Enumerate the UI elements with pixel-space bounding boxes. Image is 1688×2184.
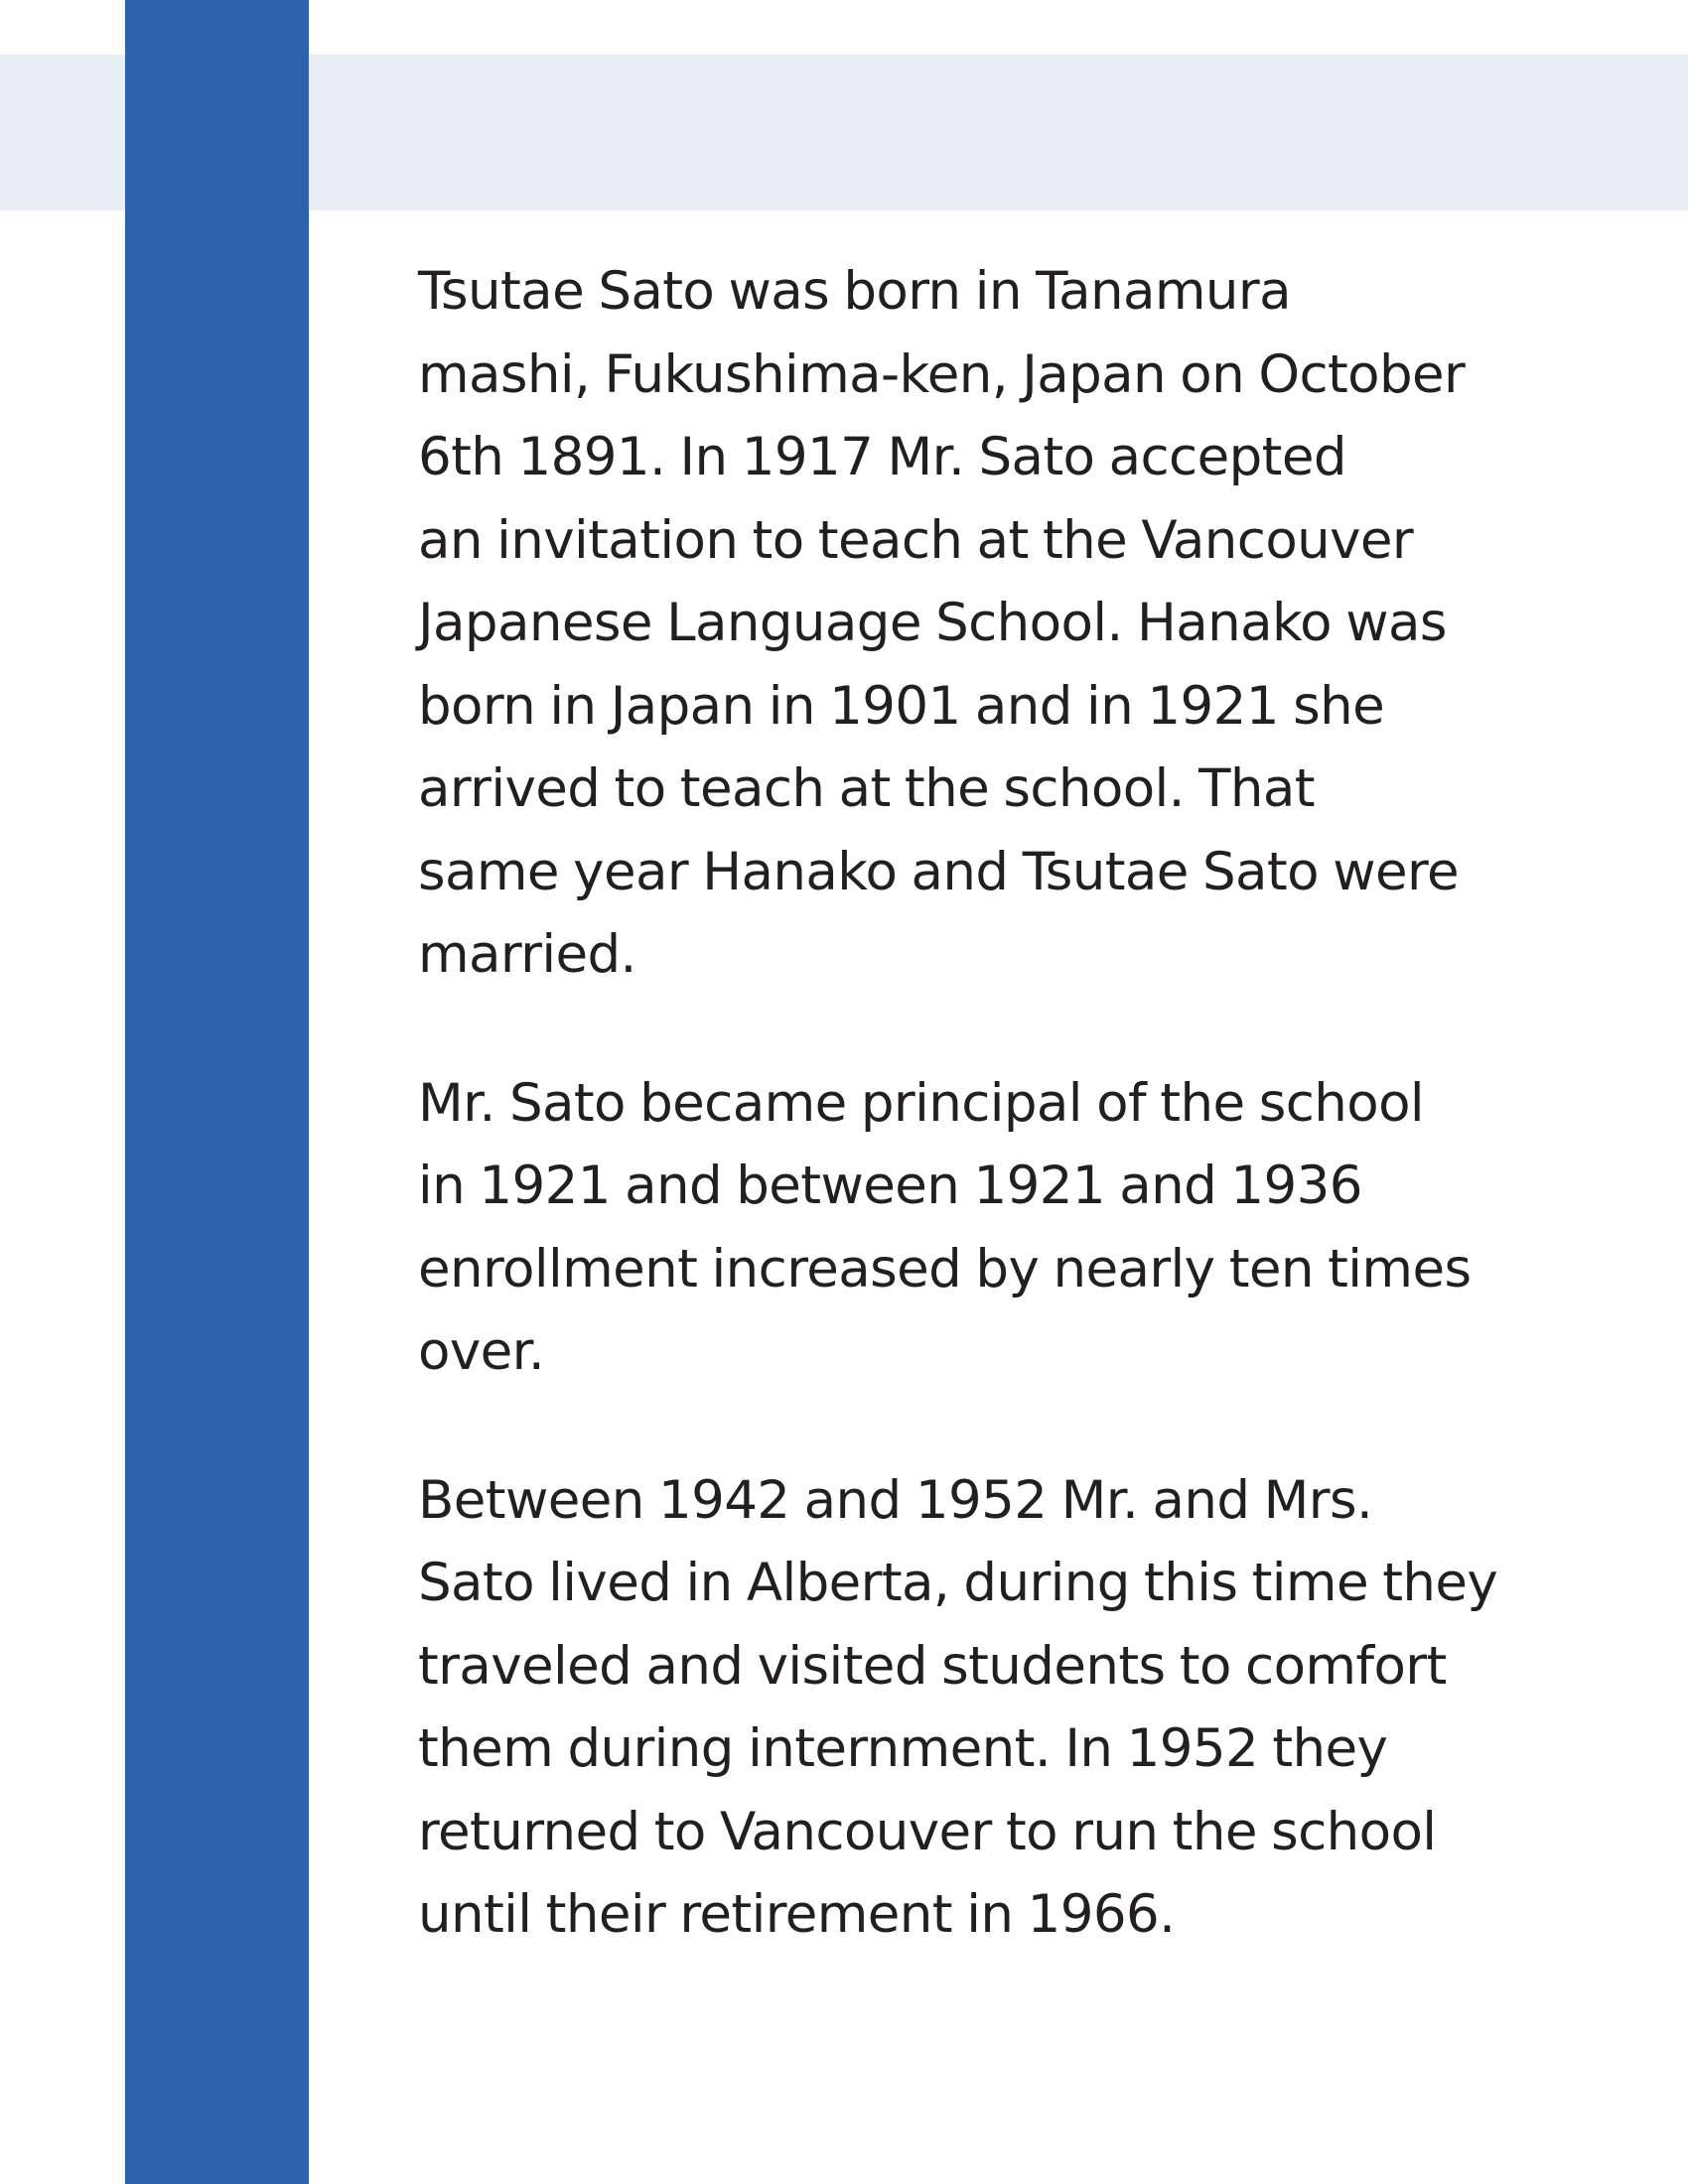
text-line: born in Japan in 1901 and in 1921 she bbox=[418, 675, 1385, 737]
biography-text bbox=[418, 250, 1570, 2022]
paragraph-alberta-and-retirement bbox=[418, 1459, 1570, 1957]
text-line: mashi, Fukushima-ken, Japan on October bbox=[418, 343, 1466, 405]
text-line: Sato lived in Alberta, during this time they bbox=[418, 1553, 1498, 1613]
text-line: over. bbox=[418, 1321, 545, 1382]
paragraph-principal bbox=[418, 1062, 1570, 1394]
text-line: them during internment. In 1952 they bbox=[418, 1718, 1388, 1779]
text-line: returned to Vancouver to run the school bbox=[418, 1801, 1437, 1862]
text-line: same year Hanako and Tsutae Sato were bbox=[418, 841, 1459, 902]
text-line: Japanese Language School. Hanako was bbox=[418, 593, 1447, 653]
text-line: Between 1942 and 1952 Mr. and Mrs. bbox=[418, 1469, 1373, 1531]
text-line: Mr. Sato became principal of the school bbox=[418, 1072, 1425, 1134]
text-line: until their retirement in 1966. bbox=[418, 1884, 1176, 1945]
text-line: 6th 1891. In 1917 Mr. Sato accepted bbox=[418, 427, 1346, 487]
text-line: in 1921 and between 1921 and 1936 bbox=[418, 1156, 1362, 1216]
text-line: traveled and visited students to comfort bbox=[418, 1635, 1447, 1697]
text-line: Tsutae Sato was born in Tanamura bbox=[418, 261, 1291, 322]
text-line: arrived to teach at the school. That bbox=[418, 758, 1315, 819]
text-line: an invitation to teach at the Vancouver bbox=[418, 509, 1414, 571]
text-line: married. bbox=[418, 924, 636, 985]
text-line: enrollment increased by nearly ten times bbox=[418, 1238, 1472, 1299]
left-accent-stripe bbox=[125, 0, 309, 2184]
paragraph-birth-and-marriage bbox=[418, 250, 1570, 997]
